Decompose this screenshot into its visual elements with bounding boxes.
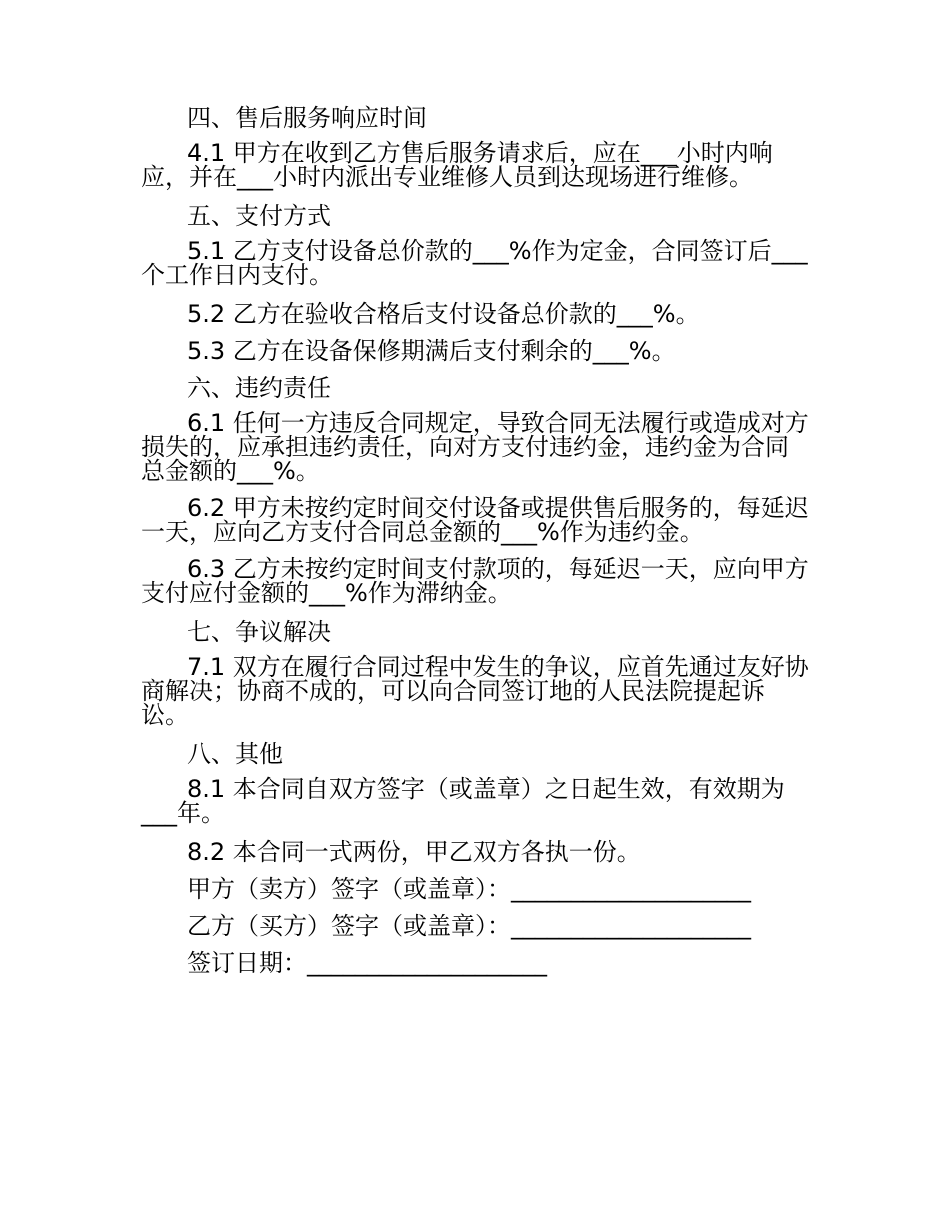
clause-5-2: 5.2 乙方在验收合格后支付设备总价款的___%。 [187,300,700,328]
clause-5-1: 5.1 乙方支付设备总价款的___%作为定金，合同签订后___个工作日内支付。 [141,237,808,289]
clause-6-2: 6.2 甲方未按约定时间交付设备或提供售后服务的，每延迟一天，应向乙方支付合同总金额的___%作为违约金。 [141,494,809,546]
clause-5-3: 5.3 乙方在设备保修期满后支付剩余的___%。 [187,337,676,365]
clause-8-2: 8.2 本合同一式两份，甲乙双方各执一份。 [187,838,641,866]
clause-4-1: 4.1 甲方在收到乙方售后服务请求后，应在___小时内响应，并在___小时内派出专业维修人员到达现场进行维修。 [141,139,773,191]
section-heading-other: 八、其他 [187,740,283,768]
section-heading-disputes: 七、争议解决 [187,618,331,646]
clause-7-1: 7.1 双方在履行合同过程中发生的争议，应首先通过友好协商解决；协商不成的，可以向合同签订地的人民法院提起诉讼。 [141,653,809,729]
signing-date-line: 签订日期：____________________ [187,949,547,977]
buyer-signature-line: 乙方（买方）签字（或盖章）：____________________ [187,912,751,940]
contract-body [141,104,811,986]
section-heading-liability: 六、违约责任 [187,374,331,402]
seller-signature-line: 甲方（卖方）签字（或盖章）：____________________ [187,875,751,903]
section-heading-after-sales: 四、售后服务响应时间 [187,104,427,132]
clause-6-1: 6.1 任何一方违反合同规定，导致合同无法履行或造成对方损失的，应承担违约责任，向对方支付违约金，违约金为合同总金额的___%。 [141,409,809,485]
clause-6-3: 6.3 乙方未按约定时间支付款项的，每延迟一天，应向甲方支付应付金额的___%作为滞纳金。 [141,555,809,607]
clause-8-1: 8.1 本合同自双方签字（或盖章）之日起生效，有效期为___年。 [141,775,785,827]
section-heading-payment: 五、支付方式 [187,202,331,230]
